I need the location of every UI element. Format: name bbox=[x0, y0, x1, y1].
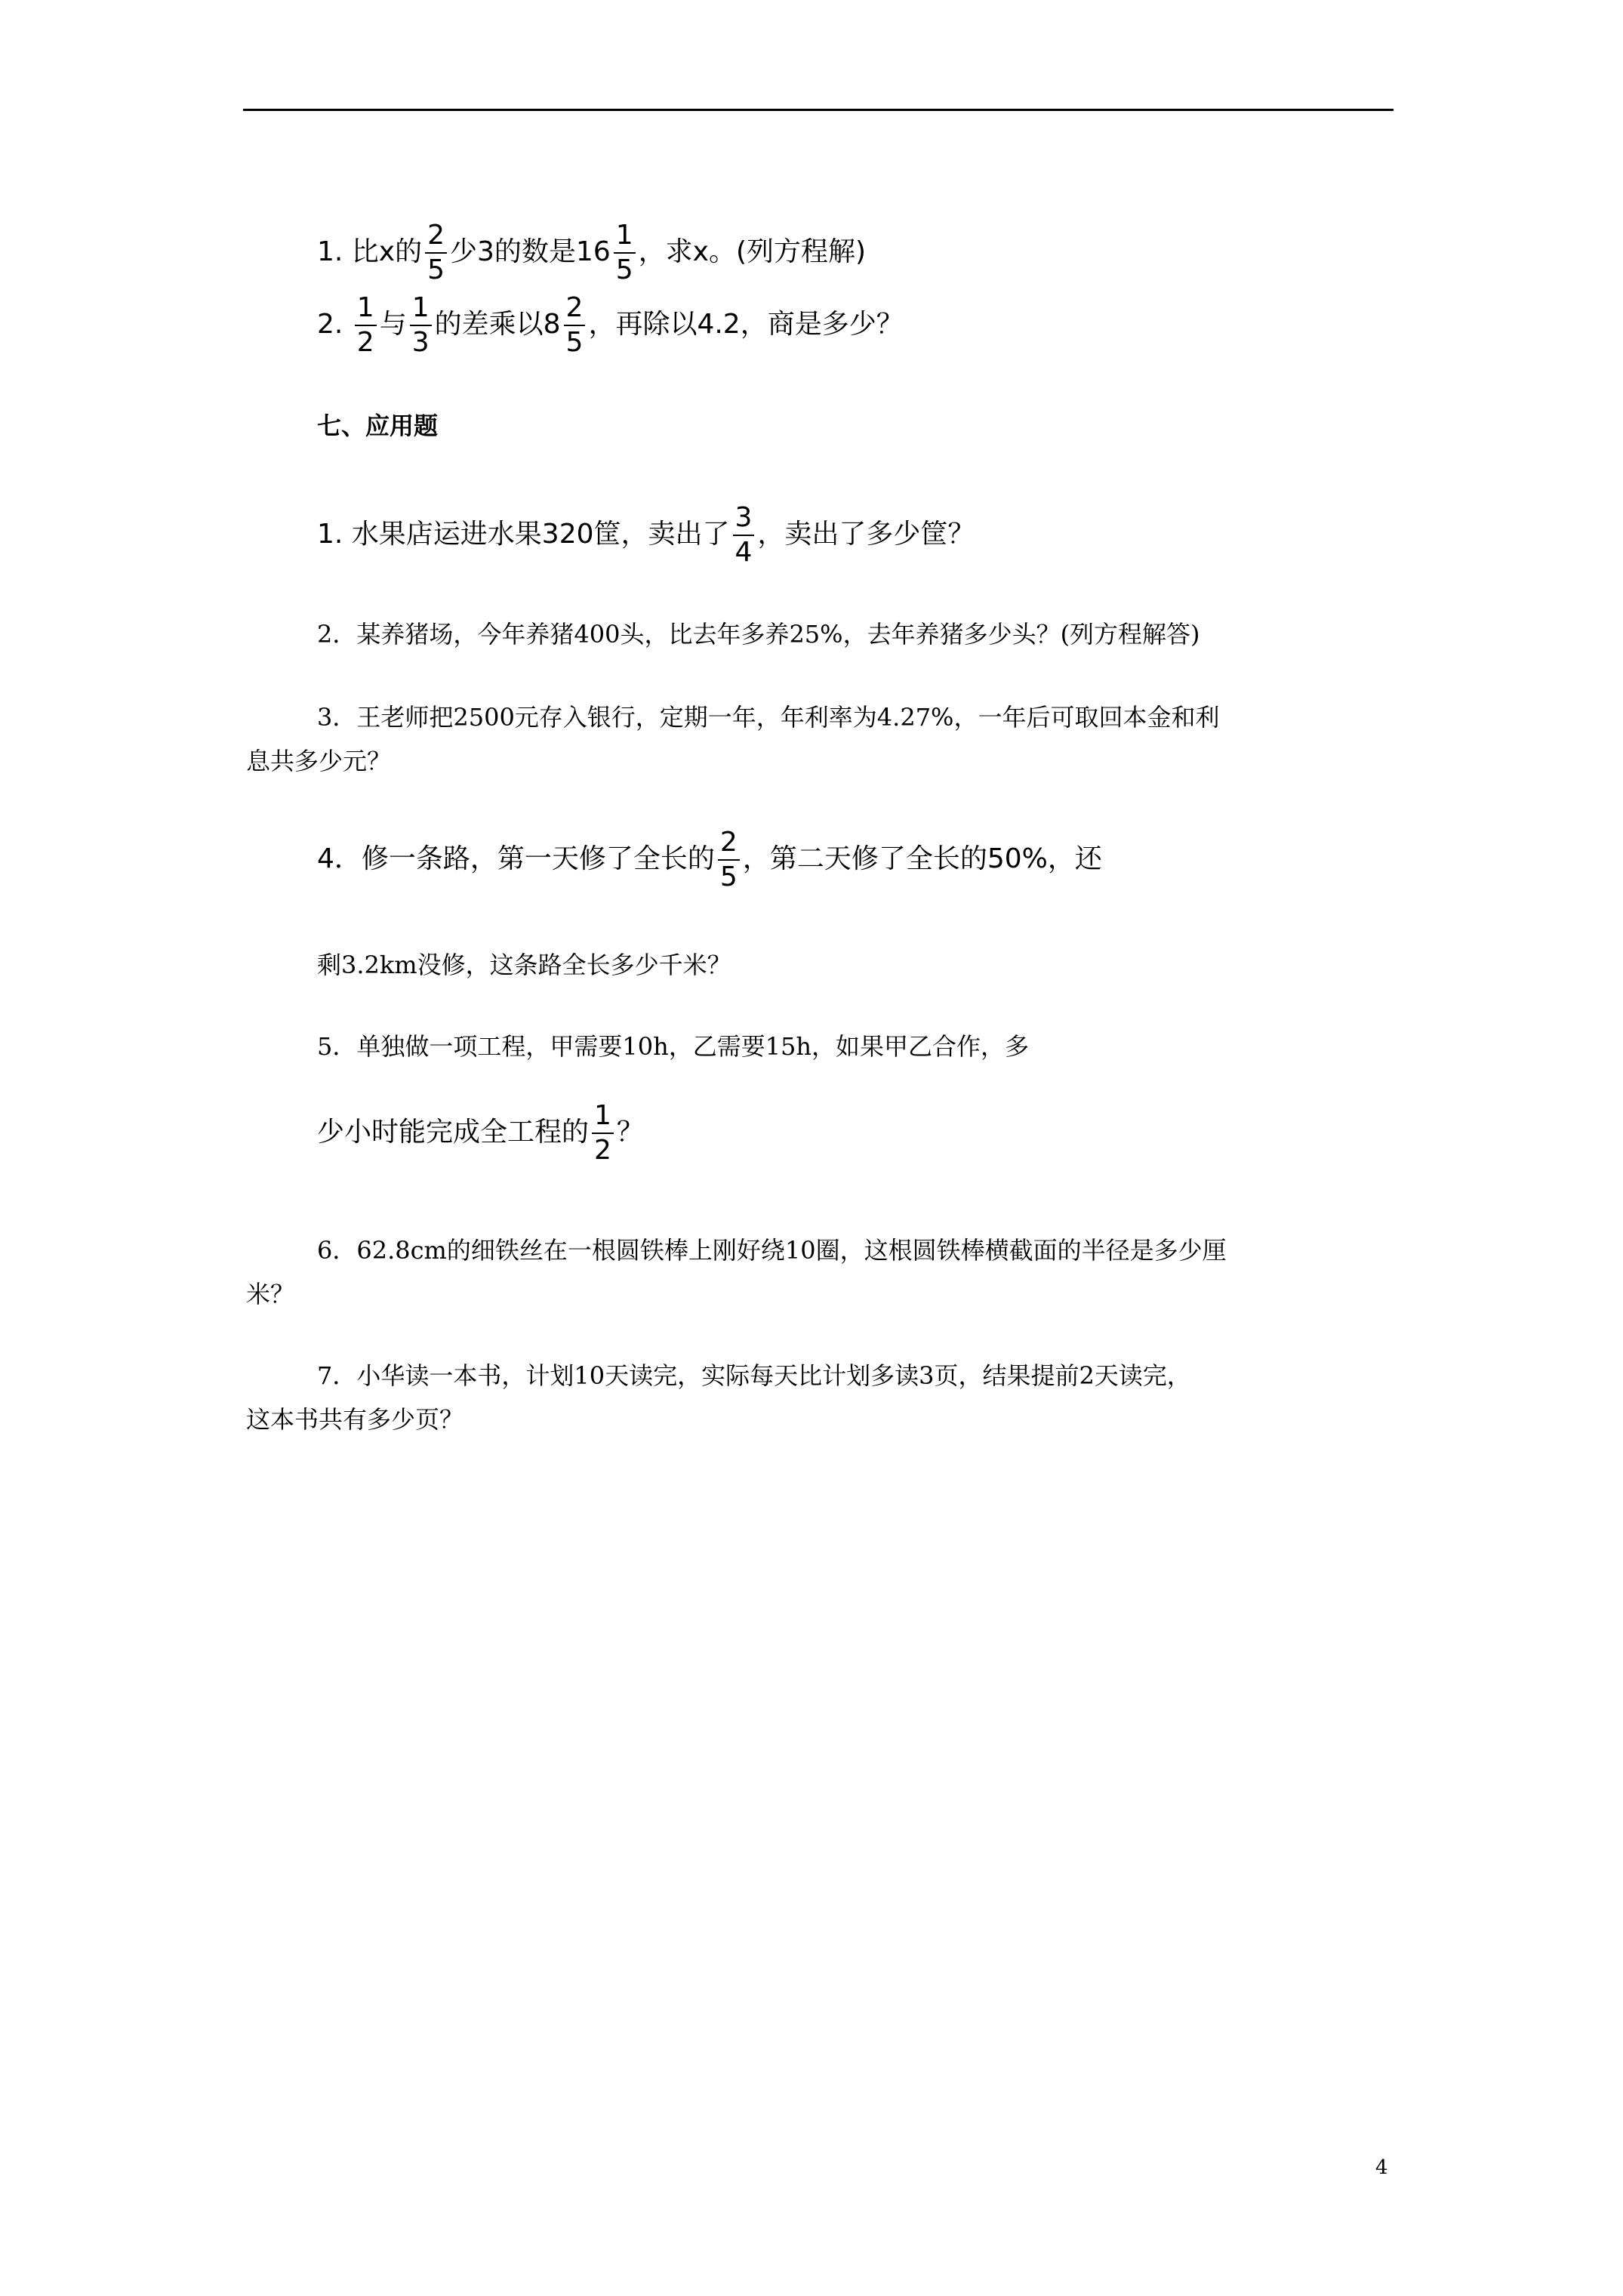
fraction-denominator: 4 bbox=[733, 535, 755, 566]
fraction-denominator: 5 bbox=[564, 325, 586, 356]
fraction-numerator: 1 bbox=[594, 1100, 611, 1131]
fraction-numerator: 2 bbox=[565, 292, 584, 323]
fraction-denominator: 2 bbox=[592, 1133, 614, 1164]
calc-item-1-text-b: 少3的数是16 bbox=[450, 236, 611, 267]
problem-1-text-b: ，卖出了多少筐？ bbox=[757, 519, 975, 550]
problem-3-line-1: 3．王老师把2500元存入银行，定期一年，年利率为4.27%，一年后可取回本金和利 bbox=[317, 703, 1220, 732]
problem-6-line-2: 米？ bbox=[246, 1280, 295, 1308]
fraction-denominator: 2 bbox=[355, 325, 377, 356]
fraction bbox=[564, 294, 586, 356]
problem-5-line-1: 5．单独做一项工程，甲需要10h，乙需要15h，如果甲乙合作，多 bbox=[317, 1032, 1030, 1061]
fraction-numerator: 1 bbox=[411, 292, 430, 323]
fraction bbox=[355, 294, 377, 356]
calc-item-2-text-c: 的差乘以8 bbox=[434, 309, 561, 340]
fraction-numerator: 1 bbox=[356, 292, 374, 323]
problem-6-line-1: 6．62.8cm的细铁丝在一根圆铁棒上刚好绕10圈，这根圆铁棒横截面的半径是多少厘 bbox=[317, 1236, 1227, 1265]
fraction bbox=[614, 222, 636, 284]
fraction-denominator: 3 bbox=[410, 325, 432, 356]
fraction-numerator: 2 bbox=[719, 827, 738, 858]
fraction bbox=[592, 1102, 614, 1164]
calc-item-2-text-b: 与 bbox=[379, 309, 407, 340]
fraction bbox=[410, 294, 432, 356]
fraction-numerator: 1 bbox=[615, 220, 633, 251]
calc-item-1-text-a: 1. 比x的 bbox=[317, 236, 423, 267]
fraction bbox=[733, 504, 755, 566]
fraction bbox=[425, 222, 447, 284]
fraction-denominator: 5 bbox=[718, 859, 740, 891]
problem-2: 2．某养猪场，今年养猪400头，比去年多养25%，去年养猪多少头？(列方程解答) bbox=[317, 620, 1200, 649]
fraction-numerator: 3 bbox=[735, 502, 753, 533]
header-rule bbox=[243, 109, 1394, 111]
fraction-denominator: 5 bbox=[425, 252, 447, 284]
problem-4-text-a: 4．修一条路，第一天修了全长的 bbox=[317, 843, 715, 874]
problem-4-text-b: ，第二天修了全长的50%，还 bbox=[742, 843, 1102, 874]
problem-4-line-2: 剩3.2km没修，这条路全长多少千米？ bbox=[317, 951, 731, 979]
problem-7-line-2: 这本书共有多少页？ bbox=[246, 1405, 464, 1434]
fraction-denominator: 5 bbox=[614, 252, 636, 284]
problem-3-line-2: 息共多少元？ bbox=[246, 747, 392, 775]
calc-item-2 bbox=[317, 294, 904, 356]
problem-5-line-2 bbox=[317, 1102, 644, 1164]
page-number: 4 bbox=[1375, 2156, 1388, 2179]
section-heading: 七、应用题 bbox=[317, 411, 439, 440]
calc-item-2-text-a: 2. bbox=[317, 309, 352, 340]
calc-item-1-text-c: ，求x。(列方程解) bbox=[638, 236, 867, 267]
problem-7-line-1: 7．小华读一本书，计划10天读完，实际每天比计划多读3页，结果提前2天读完， bbox=[317, 1361, 1191, 1390]
problem-1-text-a: 1. 水果店运进水果320筐，卖出了 bbox=[317, 519, 730, 550]
calc-item-2-text-d: ，再除以4.2，商是多少？ bbox=[588, 309, 904, 340]
problem-4 bbox=[317, 829, 1102, 891]
problem-5-text-a: 少小时能完成全工程的 bbox=[317, 1117, 590, 1148]
problem-1 bbox=[317, 504, 975, 566]
fraction-numerator: 2 bbox=[427, 220, 445, 251]
problem-5-text-b: ？ bbox=[616, 1117, 644, 1148]
calc-item-1 bbox=[317, 222, 866, 284]
fraction bbox=[718, 829, 740, 891]
